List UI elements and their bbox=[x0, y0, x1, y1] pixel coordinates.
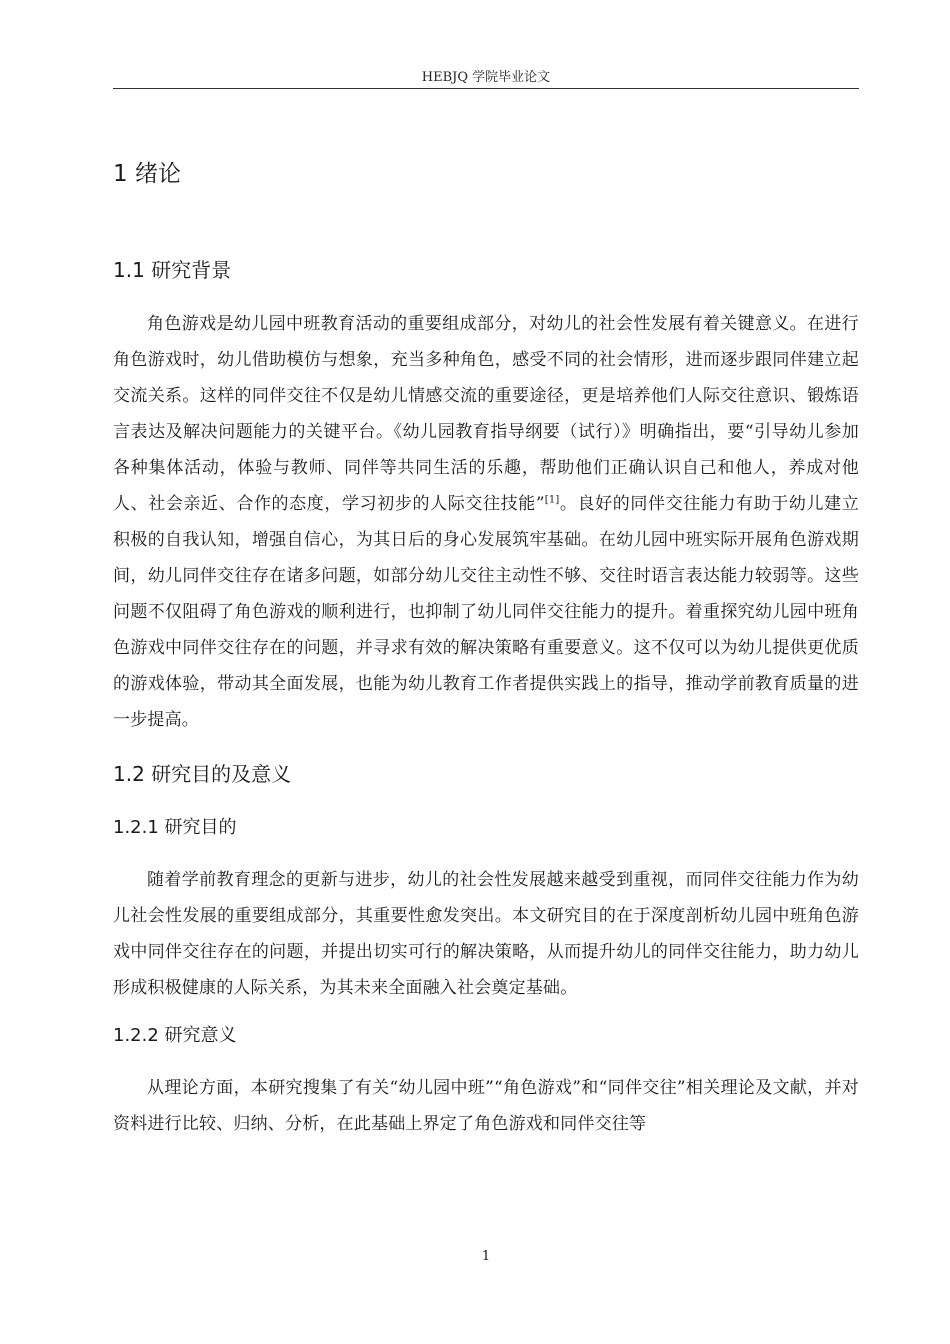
subsection-title-1-2-1: 1.2.1 研究目的 bbox=[113, 817, 237, 838]
paragraph-research-purpose: 随着学前教育理念的更新与进步，幼儿的社会性发展越来越受到重视，而同伴交往能力作为幼儿社会性发展的重要组成部分，其重要性愈发突出。本文研究目的在于深度剖析幼儿园中班角色游戏中同伴交往存在的问题，并提出切实可行的解决策略，从而提升幼儿的同伴交往能力，助力幼儿形成积极健康的人际关系，为其未来全面融入社会奠定基础。 bbox=[113, 870, 859, 998]
section-title-1-2: 1.2 研究目的及意义 bbox=[113, 762, 292, 786]
page-body bbox=[113, 150, 859, 1142]
paragraph-text: 。良好的同伴交往能力有助于幼儿建立积极的自我认知，增强自信心，为其日后的身心发展筑牢基础。在幼儿园中班实际开展角色游戏期间，幼儿同伴交往存在诸多问题，如部分幼儿交往主动性不够、交往时语言表达能力较弱等。这些问题不仅阻碍了角色游戏的顺利进行，也抑制了幼儿同伴交往能力的提升。着重探究幼儿园中班角色游戏中同伴交往存在的问题，并寻求有效的解决策略有重要意义。这不仅可以为幼儿提供更优质的游戏体验，带动其全面发展，也能为幼儿教育工作者提供实践上的指导，推动学前教育质量的进一步提高。 bbox=[113, 494, 859, 730]
paragraph-text: 角色游戏是幼儿园中班教育活动的重要组成部分，对幼儿的社会性发展有着关键意义。在进行角色游戏时，幼儿借助模仿与想象，充当多种角色，感受不同的社会情形，进而逐步跟同伴建立起交流关系。这样的同伴交往不仅是幼儿情感交流的重要途径，更是培养他们人际交往意识、锻炼语言表达及解决问题能力的关键平台。《幼儿园教育指导纲要（试行）》明确指出，要“引导幼儿参加各种集体活动，体验与教师、同伴等共同生活的乐趣，帮助他们正确认识自己和他人，养成对他人、社会亲近、合作的态度，学习初步的人际交往技能” bbox=[113, 314, 859, 514]
chapter-title: 1 绪论 bbox=[113, 161, 181, 187]
header-rule bbox=[113, 88, 859, 89]
paragraph-research-significance: 从理论方面，本研究搜集了有关“幼儿园中班”“角色游戏”和“同伴交往”相关理论及文献，并对资料进行比较、归纳、分析，在此基础上界定了角色游戏和同伴交往等 bbox=[113, 1078, 859, 1134]
page-number: 1 bbox=[481, 1249, 491, 1264]
subsection-title-1-2-2: 1.2.2 研究意义 bbox=[113, 1025, 237, 1046]
citation-mark: [1] bbox=[544, 494, 560, 506]
running-header: HEBJQ 学院毕业论文 bbox=[421, 70, 551, 85]
section-title-1-1: 1.1 研究背景 bbox=[113, 258, 232, 282]
paragraph-research-background bbox=[113, 306, 859, 738]
